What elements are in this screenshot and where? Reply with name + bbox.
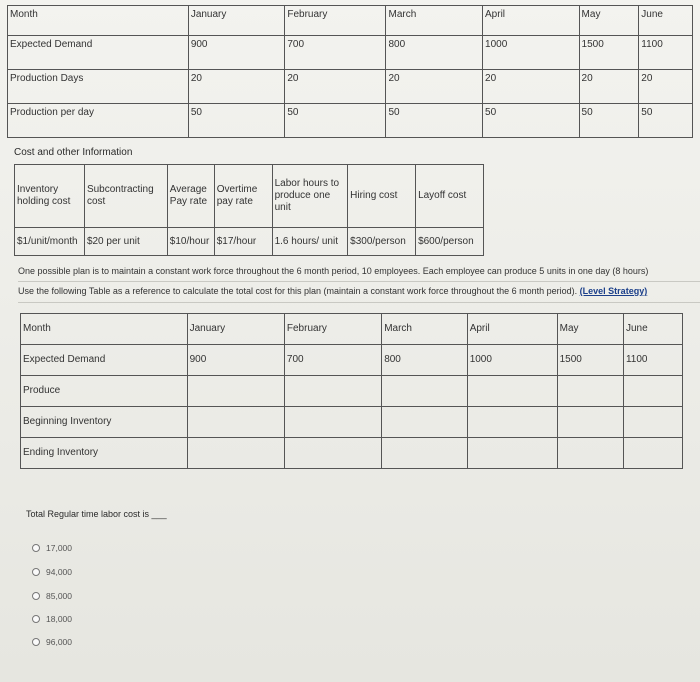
cost-table-value-cell: $600/person bbox=[416, 228, 484, 256]
answer-option[interactable] bbox=[32, 614, 72, 624]
table1-header-cell: Month bbox=[8, 6, 189, 36]
table3-cell bbox=[382, 376, 468, 407]
table1-row bbox=[8, 36, 693, 70]
table1-header-cell: January bbox=[188, 6, 285, 36]
table3-cell bbox=[382, 438, 468, 469]
cost-table-header-cell: Overtime pay rate bbox=[214, 165, 272, 228]
table3-cell bbox=[557, 438, 623, 469]
cost-section-title: Cost and other Information bbox=[14, 147, 133, 158]
table3-header-cell: April bbox=[467, 314, 557, 345]
cost-table-header-cell: Labor hours to produce one unit bbox=[272, 165, 348, 228]
table1-cell: 20 bbox=[639, 70, 693, 104]
cost-table-header-cell: Hiring cost bbox=[348, 165, 416, 228]
table1-cell: 1500 bbox=[579, 36, 639, 70]
answer-option-label: 18,000 bbox=[46, 614, 72, 624]
cost-table-header-cell: Layoff cost bbox=[416, 165, 484, 228]
table1-cell: 20 bbox=[483, 70, 580, 104]
rule-line bbox=[18, 302, 700, 303]
table3-cell: 800 bbox=[382, 345, 468, 376]
table1-header-cell: March bbox=[386, 6, 483, 36]
table3-cell bbox=[623, 438, 682, 469]
question-text: Total Regular time labor cost is ___ bbox=[26, 509, 167, 519]
table3-cell bbox=[557, 407, 623, 438]
table1-cell: 1100 bbox=[639, 36, 693, 70]
table3-cell bbox=[284, 438, 381, 469]
cost-table-value-cell: $1/unit/month bbox=[15, 228, 85, 256]
table3-header-cell: January bbox=[187, 314, 284, 345]
answer-option[interactable] bbox=[32, 591, 72, 601]
plan-table-body bbox=[21, 314, 683, 469]
table1-row-label: Production Days bbox=[8, 70, 189, 104]
table1-header-row bbox=[8, 6, 693, 36]
table3-cell bbox=[557, 376, 623, 407]
table3-cell bbox=[284, 376, 381, 407]
table1-cell: 20 bbox=[285, 70, 386, 104]
table3-row bbox=[21, 376, 683, 407]
radio-button[interactable] bbox=[32, 638, 40, 646]
table3-row-label: Expected Demand bbox=[21, 345, 188, 376]
answer-option-label: 94,000 bbox=[46, 567, 72, 577]
table1-cell: 50 bbox=[188, 104, 285, 138]
table3-header-row bbox=[21, 314, 683, 345]
cost-table bbox=[14, 164, 484, 256]
answer-option[interactable] bbox=[32, 567, 72, 577]
table3-cell bbox=[187, 407, 284, 438]
table1-cell: 50 bbox=[579, 104, 639, 138]
table1-row-label: Production per day bbox=[8, 104, 189, 138]
table1-cell: 50 bbox=[285, 104, 386, 138]
table3-row-label: Ending Inventory bbox=[21, 438, 188, 469]
cost-table-value-cell: $17/hour bbox=[214, 228, 272, 256]
table3-header-cell: June bbox=[623, 314, 682, 345]
cost-table-value-cell: $300/person bbox=[348, 228, 416, 256]
table3-row-label: Produce bbox=[21, 376, 188, 407]
instruction-line-1: One possible plan is to maintain a constant work force throughout the 6 month period, 10 employees. Each employee can produce 5 units in one day (8 hours) bbox=[18, 266, 649, 276]
table1-cell: 50 bbox=[386, 104, 483, 138]
table1-row bbox=[8, 70, 693, 104]
rule-line bbox=[18, 281, 700, 282]
answer-option-label: 85,000 bbox=[46, 591, 72, 601]
cost-table-header-cell: Inventory holding cost bbox=[15, 165, 85, 228]
table3-header-cell: Month bbox=[21, 314, 188, 345]
table3-cell: 900 bbox=[187, 345, 284, 376]
table1-header-cell: May bbox=[579, 6, 639, 36]
answer-option[interactable] bbox=[32, 637, 72, 647]
table3-row-label: Beginning Inventory bbox=[21, 407, 188, 438]
table3-header-cell: May bbox=[557, 314, 623, 345]
table1-cell: 1000 bbox=[483, 36, 580, 70]
table3-row bbox=[21, 438, 683, 469]
radio-button[interactable] bbox=[32, 568, 40, 576]
table3-cell: 1000 bbox=[467, 345, 557, 376]
cost-table-value-cell: $10/hour bbox=[167, 228, 214, 256]
table1-cell: 700 bbox=[285, 36, 386, 70]
answer-option-label: 96,000 bbox=[46, 637, 72, 647]
table3-cell bbox=[467, 438, 557, 469]
cost-table-header-row bbox=[15, 165, 484, 228]
cost-table-header-cell: Average Pay rate bbox=[167, 165, 214, 228]
cost-table-body bbox=[15, 165, 484, 256]
table3-cell: 1100 bbox=[623, 345, 682, 376]
demand-table bbox=[7, 5, 693, 138]
plan-table bbox=[20, 313, 683, 469]
table1-cell: 50 bbox=[483, 104, 580, 138]
table3-row bbox=[21, 407, 683, 438]
table1-cell: 20 bbox=[188, 70, 285, 104]
table3-row bbox=[21, 345, 683, 376]
table3-cell: 700 bbox=[284, 345, 381, 376]
radio-button[interactable] bbox=[32, 615, 40, 623]
table1-cell: 900 bbox=[188, 36, 285, 70]
table1-row-label: Expected Demand bbox=[8, 36, 189, 70]
cost-table-value-row bbox=[15, 228, 484, 256]
table3-header-cell: March bbox=[382, 314, 468, 345]
table1-cell: 20 bbox=[579, 70, 639, 104]
table3-header-cell: February bbox=[284, 314, 381, 345]
table3-cell bbox=[187, 438, 284, 469]
table3-cell bbox=[382, 407, 468, 438]
cost-table-value-cell: $20 per unit bbox=[84, 228, 167, 256]
instruction-line-2-text: Use the following Table as a reference to calculate the total cost for this plan (maintain a constant work force throughout the 6 month period). bbox=[18, 286, 578, 296]
instruction-line-2 bbox=[18, 286, 647, 296]
table1-cell: 50 bbox=[639, 104, 693, 138]
table3-cell bbox=[623, 376, 682, 407]
table3-cell bbox=[467, 376, 557, 407]
radio-button[interactable] bbox=[32, 592, 40, 600]
level-strategy-link[interactable]: (Level Strategy) bbox=[579, 286, 648, 296]
answer-option[interactable] bbox=[32, 543, 72, 553]
table1-header-cell: April bbox=[483, 6, 580, 36]
table3-cell bbox=[284, 407, 381, 438]
cost-table-header-cell: Subcontracting cost bbox=[84, 165, 167, 228]
table1-header-cell: June bbox=[639, 6, 693, 36]
demand-table-body bbox=[8, 6, 693, 138]
table1-row bbox=[8, 104, 693, 138]
table3-cell bbox=[187, 376, 284, 407]
table1-header-cell: February bbox=[285, 6, 386, 36]
table3-cell: 1500 bbox=[557, 345, 623, 376]
table3-cell bbox=[623, 407, 682, 438]
answer-option-label: 17,000 bbox=[46, 543, 72, 553]
table1-cell: 20 bbox=[386, 70, 483, 104]
table3-cell bbox=[467, 407, 557, 438]
radio-button[interactable] bbox=[32, 544, 40, 552]
cost-table-value-cell: 1.6 hours/ unit bbox=[272, 228, 348, 256]
table1-cell: 800 bbox=[386, 36, 483, 70]
